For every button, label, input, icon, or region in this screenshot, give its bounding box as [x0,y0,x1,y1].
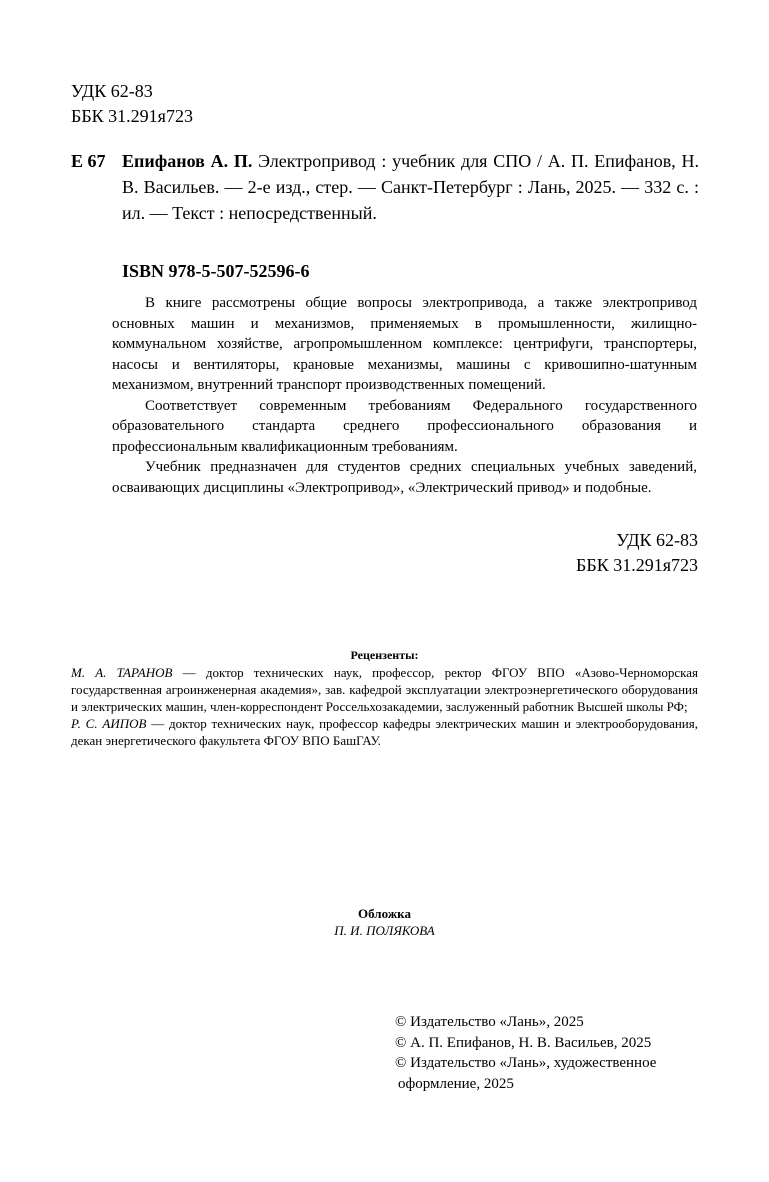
abstract-paragraph: Учебник предназначен для студентов средних специальных учебных заведений, осваивающих дисциплины «Электропривод», «Электрический привод» и подобные. [112,459,697,496]
copyright-line: оформление, 2025 [398,1075,514,1092]
bibliographic-description [122,148,699,226]
cover-designer: П. И. ПОЛЯКОВА [334,923,435,938]
bbk-code: ББК 31.291я723 [576,555,698,575]
copyright-line: © А. П. Епифанов, Н. В. Васильев, 2025 [395,1034,652,1051]
bbk-code: ББК 31.291я723 [71,106,193,126]
cover-title: Обложка [358,906,411,921]
isbn: ISBN 978-5-507-52596-6 [122,261,310,281]
author-name: Епифанов А. П. [122,151,253,171]
reviewers-title: Рецензенты: [350,648,419,662]
udk-code: УДК 62-83 [616,530,698,550]
classification-top [71,79,193,129]
reviewer-entry [71,715,698,749]
reviewer-description: — доктор технических наук, профессор кафедры электрических машин и электрооборудования, декан энергетического факультета ФГОУ ВПО БашГАУ. [71,716,698,748]
abstract-paragraph: В книге рассмотрены общие вопросы электропривода, а также электропривод основных машин и механизмов, применяемых в промышленности, жилищно-коммунальном хозяйстве, агропромышленном комплексе: центрифуги, транспортеры, насосы и вентиляторы, крановые механизмы, машины с кривошипно-шатунным механизмом, внутренний транспорт производственных помещений. [112,295,697,393]
reviewer-entry [71,664,698,715]
reviewer-name: М. А. ТАРАНОВ [71,665,173,680]
description-text: Электропривод : учебник для СПО / А. П. Епифанов, Н. В. Васильев. — 2-е изд., стер. — Санкт-Петербург : Лань, 2025. — 332 с. : ил. — Текст : непосредственный. [122,151,699,223]
reviewers-list [71,664,698,749]
abstract-paragraph: Соответствует современным требованиям Федерального государственного образовательного стандарта среднего профессионального образования и профессиональным квалификационным требованиям. [112,397,697,455]
copyright-block [395,1012,705,1094]
reviewer-description: — доктор технических наук, профессор, ректор ФГОУ ВПО «Азово-Черноморская государственная агроинженерная академия», зав. кафедрой эксплуатации электроэнергетического оборудования и электрических машин, член-корреспондент Россельхозакадемии, заслуженный работник Высшей школы РФ; [71,665,698,714]
author-sign: Е 67 [71,151,106,171]
classification-bottom [470,528,698,578]
copyright-line: © Издательство «Лань», художественное [395,1055,657,1071]
abstract [112,293,697,498]
copyright-line: © Издательство «Лань», 2025 [395,1014,584,1030]
udk-code: УДК 62-83 [71,81,153,101]
reviewer-name: Р. С. АИПОВ [71,716,147,731]
bibliographic-entry [71,148,699,226]
